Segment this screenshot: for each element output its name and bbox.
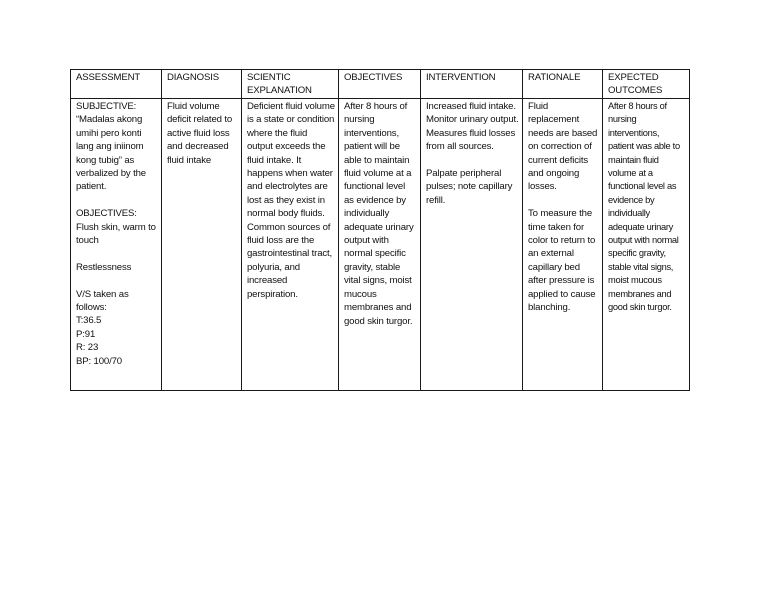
scientific-explanation-text: Deficient fluid volume is a state or condition where the fluid output exceeds the fluid intake. It happens when water and electrolytes are lost as they exist in normal body fluids. Common sources of fluid loss are the gastrointestinal tract, polyuria, and increased perspiration. — [247, 101, 338, 300]
table-header-row — [71, 70, 690, 99]
intervention-text-2: Palpate peripheral pulses; note capillary refill. — [426, 168, 515, 206]
header-diagnosis: DIAGNOSIS — [162, 70, 242, 99]
expected-outcomes-text: After 8 hours of nursing interventions, patient was able to maintain fluid volume at a functional level as evidence by individually adequate urinary output with normal specific gravity, stable vital signs, moist mucous membranes and good skin turgor. — [608, 101, 683, 313]
header-scientific-explanation: SCIENTIC EXPLANATION — [242, 70, 339, 99]
rationale-text-1: Fluid replacement needs are based on correction of current deficits and ongoing losses. — [528, 101, 600, 193]
objectives-cell — [339, 99, 421, 391]
vital-temp: T:36.5 — [76, 315, 102, 327]
objective-flush-skin: Flush skin, warm to touch — [76, 221, 159, 247]
intervention-text-1: Increased fluid intake. Monitor urinary output. Measures fluid losses from all sources. — [426, 101, 522, 153]
vital-resp: R: 23 — [76, 342, 99, 354]
vitals-label: V/S taken as follows: — [76, 288, 132, 314]
rationale-text-2: To measure the time taken for color to return to an external capillary bed after pressure is applied to cause blanching. — [528, 208, 598, 314]
subjective-text: “Madalas akong umihi pero konti lang ang iniinom kong tubig” as verbalized by the patient. — [76, 114, 149, 193]
header-objectives: OBJECTIVES — [339, 70, 421, 99]
header-rationale: RATIONALE — [523, 70, 603, 99]
objectives-text: After 8 hours of nursing interventions, patient will be able to maintain fluid volume at a functional level as evidence by individually adequate urinary output with normal specific gravity, stable vital signs, moist mucous membranes and good skin turgor. — [344, 101, 417, 327]
objective-restlessness: Restlessness — [76, 261, 132, 273]
table-row — [71, 99, 690, 391]
diagnosis-cell — [162, 99, 242, 391]
subjective-label: SUBJECTIVE: — [76, 101, 137, 112]
expected-outcomes-cell — [603, 99, 690, 391]
header-expected-outcomes: EXPECTED OUTCOMES — [603, 70, 690, 99]
nursing-care-plan-table — [70, 69, 690, 391]
assessment-cell — [71, 99, 162, 391]
vital-pulse: P:91 — [76, 328, 96, 340]
vital-bp: BP: 100/70 — [76, 355, 122, 367]
header-intervention: INTERVENTION — [421, 70, 523, 99]
header-assessment: ASSESSMENT — [71, 70, 162, 99]
objectives-label: OBJECTIVES: — [76, 208, 137, 220]
intervention-cell — [421, 99, 523, 391]
diagnosis-text: Fluid volume deficit related to active fluid loss and decreased fluid intake — [167, 101, 235, 166]
scientific-explanation-cell — [242, 99, 339, 391]
rationale-cell — [523, 99, 603, 391]
